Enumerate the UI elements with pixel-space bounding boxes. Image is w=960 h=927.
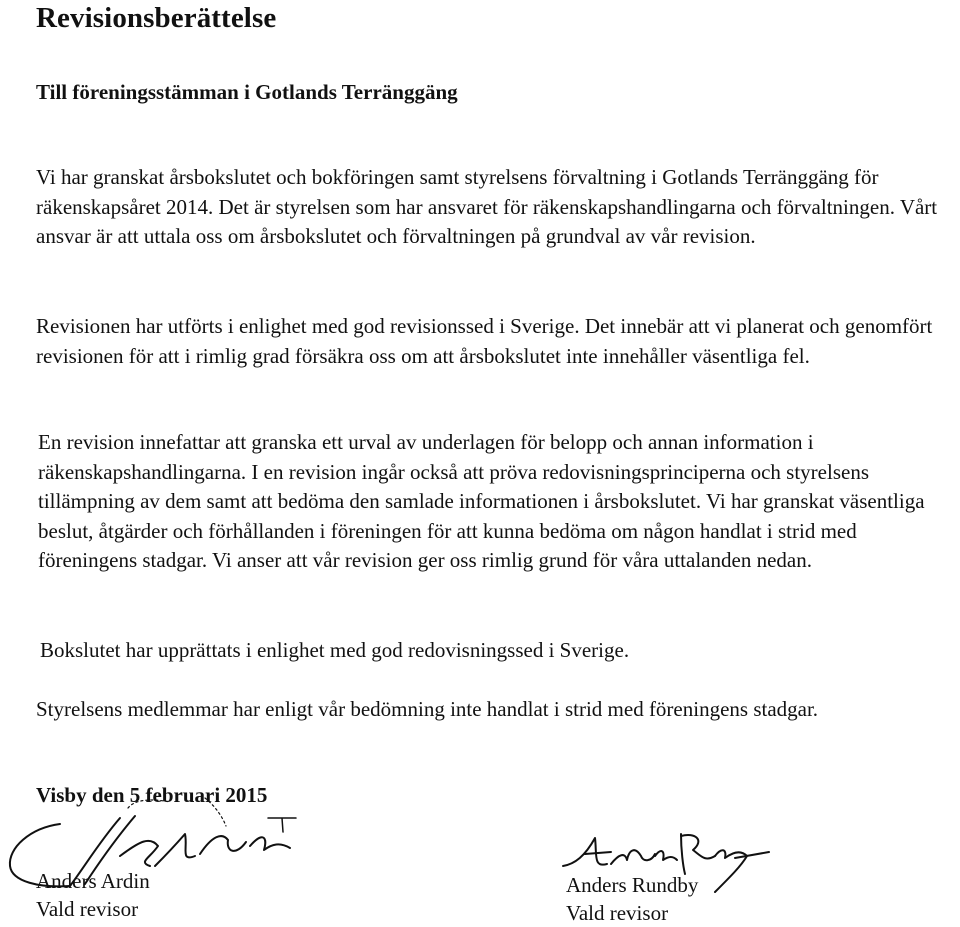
signer-right-name: Anders Rundby bbox=[566, 873, 699, 897]
addressee-line: Till föreningsstämman i Gotlands Terränggäng bbox=[36, 80, 458, 104]
document-title: Revisionsberättelse bbox=[36, 2, 277, 34]
paragraph-scope: Vi har granskat årsbokslutet och bokföringen samt styrelsens förvaltning i Gotlands Terränggäng för räkenskapsåret 2014. Det är styrelsen som har ansvaret för räkenskapshandlingarna och förvaltningen. Vårt ansvar är att uttala oss om årsbokslutet och förvaltningen på grundval av vår revision. bbox=[36, 165, 938, 248]
signer-right-role: Vald revisor bbox=[566, 901, 669, 925]
paragraph-board-opinion: Styrelsens medlemmar har enligt vår bedömning inte handlat i strid med föreningens stadgar. bbox=[36, 697, 819, 721]
paragraph-standards: Revisionen har utförts i enlighet med god revisionssed i Sverige. Det innebär att vi planerat och genomfört revisionen för att i rimlig grad försäkra oss om att årsbokslutet inte innehåller väsentliga fel. bbox=[36, 314, 933, 368]
place-date: Visby den 5 februari 2015 bbox=[36, 783, 268, 807]
signer-left-name: Anders Ardin bbox=[36, 869, 150, 893]
signer-right bbox=[566, 871, 698, 927]
signer-left bbox=[36, 867, 150, 923]
paragraph-accounts-opinion: Bokslutet har upprättats i enlighet med god redovisningssed i Sverige. bbox=[40, 638, 630, 662]
signer-left-role: Vald revisor bbox=[36, 897, 139, 921]
paragraph-procedures: En revision innefattar att granska ett urval av underlagen för belopp och annan information i räkenskapshandlingarna. I en revision ingår också att pröva redovisningsprinciperna och styrelsens tillämpning av dem samt att bedöma den samlade informationen i årsbokslutet. Vi har granskat väsentliga beslut, åtgärder och förhållanden i föreningen för att kunna bedöma om någon handlat i strid med föreningens stadgar. Vi anser att vår revision ger oss rimlig grund för våra uttalanden nedan. bbox=[38, 430, 925, 572]
